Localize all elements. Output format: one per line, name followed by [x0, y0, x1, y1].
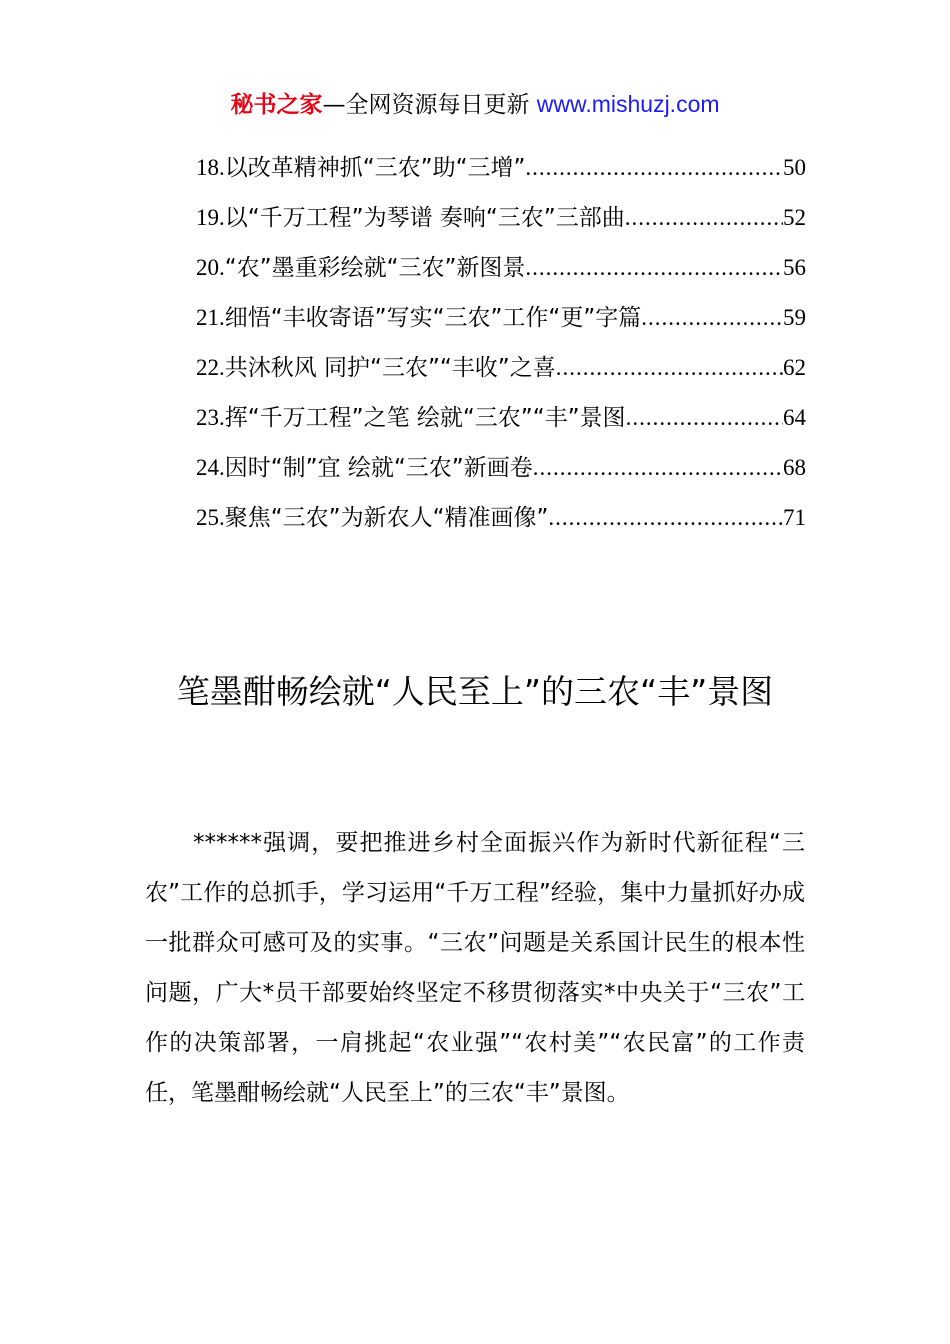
article-title: 笔墨酣畅绘就“人民至上”的三农“丰”景图 — [176, 672, 774, 711]
toc-entry[interactable] — [196, 448, 806, 498]
toc-entry-title: 挥“千万工程”之笔 绘就“三农”“丰”景图 — [224, 405, 626, 431]
toc-leader-dots — [533, 448, 783, 488]
toc-leader-dots — [548, 498, 783, 538]
toc-leader-dots — [525, 248, 783, 288]
toc-entry-number: 22. — [196, 355, 225, 380]
toc-entry-title: “农”墨重彩绘就“三农”新图景 — [224, 255, 526, 281]
toc-entry[interactable] — [196, 248, 806, 298]
toc-leader-dots — [626, 398, 783, 438]
site-url-link[interactable]: www.mishuzj.com — [536, 91, 720, 117]
toc-entry-title: 共沐秋风 同护“三农”“丰收”之喜 — [224, 355, 556, 381]
toc-entry-number: 21. — [196, 305, 225, 330]
toc-entry-page: 50 — [783, 155, 806, 180]
toc-entry-title: 以改革精神抓“三农”助“三增” — [224, 155, 526, 181]
toc-entry-page: 59 — [783, 305, 806, 330]
table-of-contents — [196, 148, 806, 548]
toc-entry[interactable] — [196, 348, 806, 398]
site-header — [0, 88, 950, 121]
toc-entry-page: 56 — [783, 255, 806, 280]
toc-entry-page: 62 — [783, 355, 806, 380]
toc-entry-page: 68 — [783, 455, 806, 480]
toc-entry-number: 18. — [196, 155, 225, 180]
toc-entry-page: 64 — [783, 405, 806, 430]
toc-entry-title: 聚焦“三农”为新农人“精准画像” — [224, 505, 549, 531]
toc-entry-number: 24. — [196, 455, 225, 480]
toc-entry-number: 20. — [196, 255, 225, 280]
toc-entry-number: 25. — [196, 505, 225, 530]
article-paragraph: ******强调，要把推进乡村全面振兴作为新时代新征程“三农”工作的总抓手，学习运用“千万工程”经验，集中力量抓好办成一批群众可感可及的实事。“三农”问题是关系国计民生的根本性问题，广大*员干部要始终坚定不移贯彻落实*中央关于“三农”工作的决策部署，一肩挑起“农业强”“农村美”“农民富”的工作责任，笔墨酣畅绘就“人民至上”的三农“丰”景图。 — [145, 830, 805, 1106]
toc-entry[interactable] — [196, 198, 806, 248]
toc-entry[interactable] — [196, 398, 806, 448]
toc-entry-number: 19. — [196, 205, 225, 230]
toc-entry[interactable] — [196, 148, 806, 198]
toc-entry-number: 23. — [196, 405, 225, 430]
toc-entry-page: 71 — [783, 505, 806, 530]
site-tagline: —全网资源每日更新 — [322, 92, 530, 118]
toc-entry-page: 52 — [783, 205, 806, 230]
toc-leader-dots — [625, 198, 783, 238]
toc-entry[interactable] — [196, 498, 806, 548]
toc-entry-title: 以“千万工程”为琴谱 奏响“三农”三部曲 — [224, 205, 625, 231]
toc-leader-dots — [556, 348, 783, 388]
toc-leader-dots — [641, 298, 783, 338]
toc-leader-dots — [525, 148, 783, 188]
site-brand: 秘书之家 — [230, 92, 323, 118]
toc-entry[interactable] — [196, 298, 806, 348]
toc-entry-title: 细悟“丰收寄语”写实“三农”工作“更”字篇 — [224, 305, 642, 331]
toc-entry-title: 因时“制”宜 绘就“三农”新画卷 — [224, 455, 533, 481]
